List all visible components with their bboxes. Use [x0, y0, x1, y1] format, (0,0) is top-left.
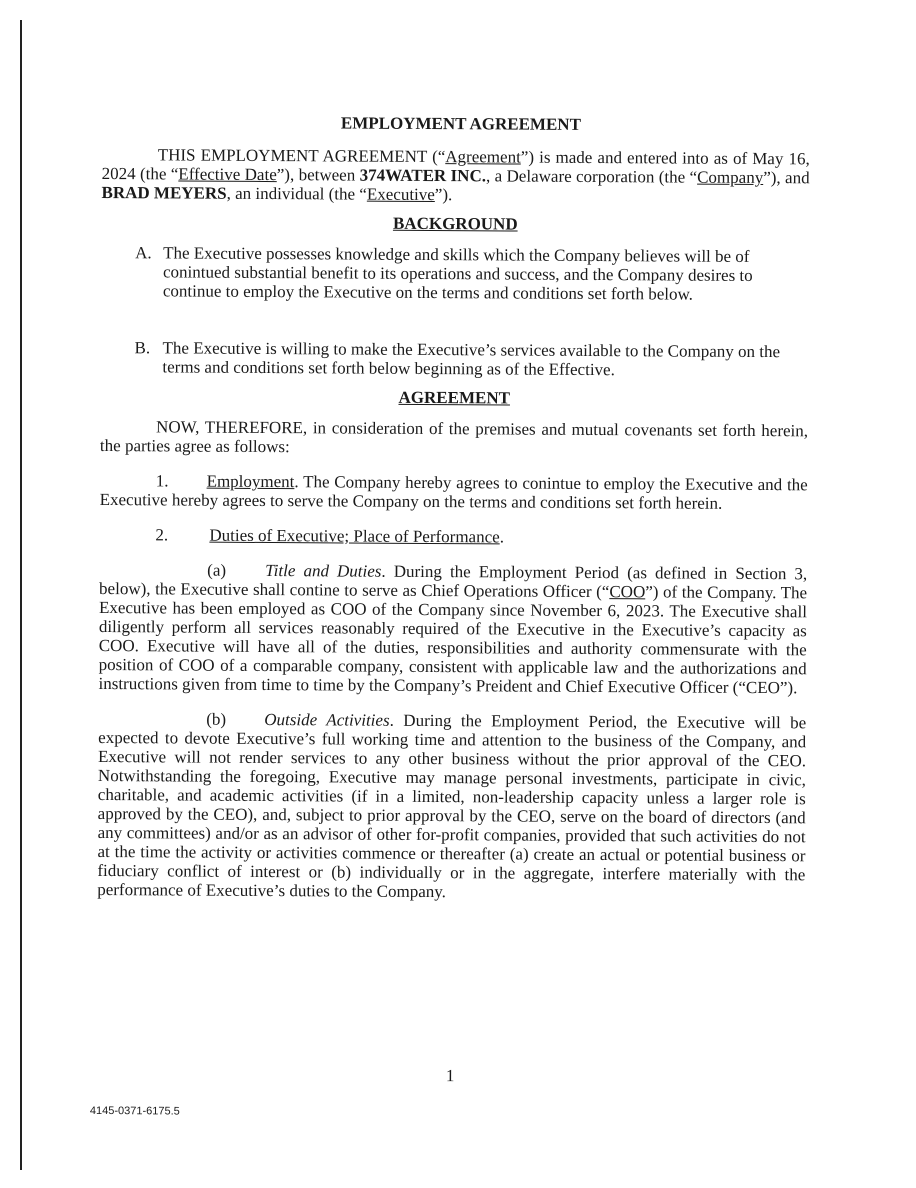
executive-name: BRAD MEYERS — [101, 182, 227, 203]
subsection-title: Outside Activities — [264, 710, 390, 730]
intro-text: ”), and — [763, 168, 810, 188]
document-title: EMPLOYMENT AGREEMENT — [340, 113, 582, 134]
agreement-preamble: NOW, THEREFORE, in consideration of the premises and mutual covenants set forth herein, the parties agree as follows: — [99, 417, 809, 457]
defined-term-agreement: Agreement — [445, 147, 521, 167]
defined-term-effective-date: Effective Date — [178, 164, 277, 185]
section-number: 1. — [155, 471, 169, 491]
intro-text: ”). — [434, 185, 453, 205]
subsection-label: (b) — [206, 709, 227, 729]
intro-text: ”), between — [276, 165, 360, 185]
item-letter: B. — [134, 338, 151, 358]
section-1-employment — [100, 471, 808, 513]
intro-text: THIS EMPLOYMENT AGREEMENT (“ — [157, 145, 446, 167]
section-text: . The Company hereby agrees to conintue to employ the Executive and the Executive hereby agrees to serve the Company on the terms and conditions set forth herein. — [99, 472, 808, 513]
item-text: The Executive is willing to make the Executive’s services available to the Company on the terms and conditions set forth below beginning as of the Effective. — [162, 338, 781, 380]
subsection-title: Title and Duties — [265, 561, 382, 581]
page-number: 1 — [445, 1066, 455, 1086]
background-item-a — [135, 243, 809, 304]
company-name: 374WATER INC. — [359, 165, 487, 186]
intro-text: , a Delaware corporation (the “ — [485, 166, 698, 187]
background-item-b — [134, 338, 808, 380]
defined-term-coo: COO — [609, 582, 646, 602]
intro-text: ”) is made and entered into as of May 16, 2024 (the “ — [101, 147, 810, 184]
item-text: The Executive possesses knowledge and skills which the Company believes will be of conintued substantial benefit to its operations and success, and the Company desires to continue to employ the Executive on the terms and conditions set forth below. — [162, 243, 753, 304]
heading-period: . — [499, 527, 505, 547]
section-number: 2. — [155, 525, 169, 545]
document-page — [89, 112, 810, 1118]
section-2b-outside-activities — [97, 709, 806, 903]
scan-edge-line — [20, 20, 22, 1170]
document-code: 4145-0371-6175.5 — [89, 1104, 180, 1118]
item-letter: A. — [135, 243, 152, 263]
subsection-text: . During the Employment Period, the Executive will be expected to devote Executive’s full working time and attention to the business of the Company, and Executive will not render services to any other business without the prior approval of the CEO. Notwithstanding the foregoing, Executive may manage personal investments, participate in civic, charitable, and academic activities (if in a limited, non-leadership capacity unless a larger role is approved by the CEO), and, subject to prior approval by the CEO, serve on the board of directors (and any committees) and/or as an advisor of other for-profit companies, provided that such activities do not at the time the activity or activities commence or thereafter (a) create an actual or potential business or fiduciary conflict of interest or (b) individually or in the aggregate, interfere materially with the performance of Executive’s duties to the Company. — [97, 710, 807, 902]
defined-term-company: Company — [697, 167, 764, 188]
agreement-heading: AGREEMENT — [398, 387, 511, 408]
section-heading: Employment — [206, 471, 295, 492]
defined-term-executive: Executive — [366, 184, 435, 205]
section-2-heading — [155, 525, 807, 548]
intro-paragraph — [101, 145, 809, 206]
section-2a-title-and-duties — [98, 560, 807, 697]
subsection-text: ”) of the Company. The Executive has been employed as COO of the Company since November 6, 2023. The Executive shall diligently perform all services reasonably required of the Executive in the Executive’s capacity as COO. Executive will have all of the duties, responsibilities and authority commensurate with the position of COO of a comparable company, consistent with applicable law and the authorizations and instructions given from time to time by the Company’s Preident and Chief Executive Officer (“CEO”). — [98, 582, 808, 698]
subsection-text: . During the Employment Period (as defined in Section 3, below), the Executive shall contine to serve as Chief Operations Officer (“ — [99, 561, 808, 602]
section-heading: Duties of Executive; Place of Performance — [209, 525, 500, 547]
intro-text: , an individual (the “ — [226, 183, 367, 204]
subsection-label: (a) — [207, 560, 227, 580]
background-heading: BACKGROUND — [392, 213, 518, 234]
